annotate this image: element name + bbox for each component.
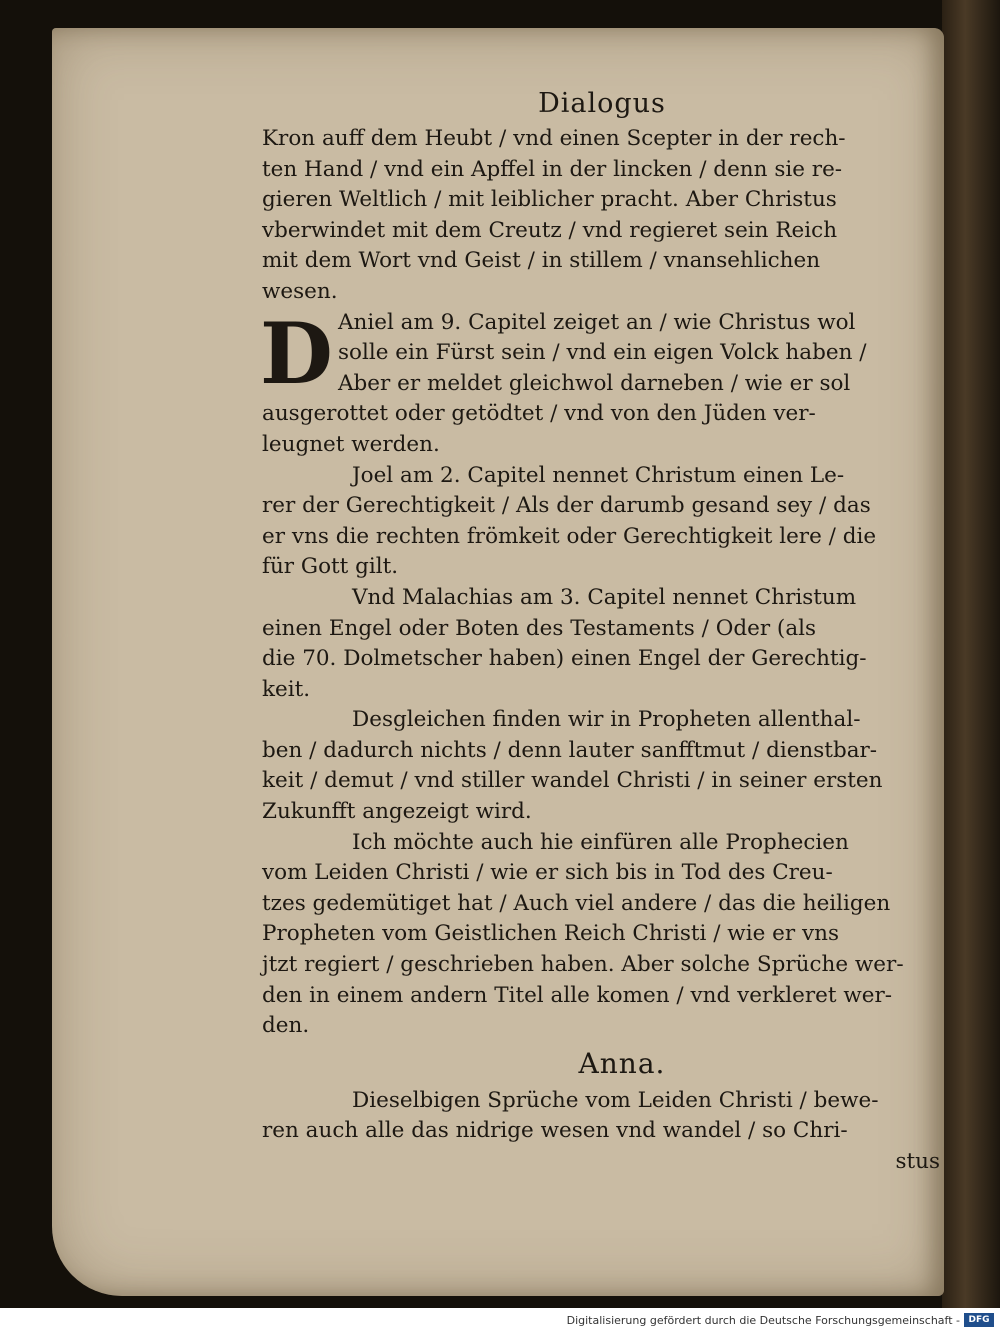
text-line: Zukunfft angezeigt wird. — [262, 799, 532, 825]
text-line: die 70. Dolmetscher haben) einen Engel der Gerechtig- — [262, 646, 867, 672]
text-line: Kron auff dem Heubt / vnd einen Scepter in der rech- — [262, 126, 846, 151]
text-line: er vns die rechten frömkeit oder Gerechtigkeit lere / die — [262, 523, 877, 549]
paragraph-7 — [262, 1086, 942, 1147]
text-line: rer der Gerechtigkeit / Als der darumb gesand sey / das — [262, 493, 871, 519]
text-line: ben / dadurch nichts / denn lauter sanfftmut / dienstbar- — [262, 737, 878, 763]
catchword: stus — [895, 1149, 940, 1174]
text-line: den in einem andern Titel alle komen / vnd verkleret wer- — [262, 982, 892, 1008]
text-line: jtzt regiert / geschrieben haben. Aber solche Sprüche wer- — [262, 952, 904, 978]
dfg-logo: DFG — [964, 1313, 994, 1327]
text-line: keit / demut / vnd stiller wandel Christi / in seiner ersten — [262, 768, 883, 794]
footer-bar — [0, 1308, 1000, 1333]
text-line: vberwindet mit dem Creutz / vnd regieret sein Reich — [262, 217, 838, 243]
text-line: Vnd Malachias am 3. Capitel nennet Christum — [352, 584, 857, 610]
text-line: gieren Weltlich / mit leiblicher pracht. Aber Christus — [262, 187, 837, 213]
text-line: wesen. — [262, 278, 338, 304]
text-line: mit dem Wort vnd Geist / in stillem / vnansehlichen — [262, 248, 821, 274]
text-line: für Gott gilt. — [262, 554, 399, 580]
paragraph-6 — [262, 828, 942, 1042]
paragraph-5 — [262, 705, 942, 827]
text-line: Aber er meldet gleichwol darneben / wie er sol — [338, 370, 851, 396]
text-line: Desgleichen finden wir in Propheten allenthal- — [352, 707, 861, 733]
paragraph-3 — [262, 461, 942, 583]
text-line: Joel am 2. Capitel nennet Christum einen Le- — [352, 462, 845, 488]
paragraph-4 — [262, 583, 942, 705]
text-line: solle ein Fürst sein / vnd ein eigen Volck haben / — [338, 340, 867, 366]
section-heading: Anna. — [578, 1046, 666, 1080]
text-line: einen Engel oder Boten des Testaments / Oder (als — [262, 615, 817, 641]
book-spine-edge — [942, 0, 1000, 1308]
funding-credit: Digitalisierung gefördert durch die Deutsche Forschungsgemeinschaft - — [566, 1314, 960, 1327]
text-line: vom Leiden Christi / wie er sich bis in Tod des Creu- — [262, 860, 833, 886]
text-line: Aniel am 9. Capitel zeiget an / wie Christus wol — [338, 309, 856, 335]
paragraph-1 — [262, 124, 942, 308]
text-line: keit. — [262, 676, 311, 702]
text-line: ten Hand / vnd ein Apffel in der lincken / denn sie re- — [262, 156, 843, 182]
text-line: den. — [262, 1013, 310, 1039]
text-line: leugnet werden. — [262, 431, 440, 457]
text-line: Propheten vom Geistlichen Reich Christi / wie er vns — [262, 921, 839, 947]
paragraph-2 — [260, 303, 942, 461]
text-line: ren auch alle das nidrige wesen vnd wandel / so Chri- — [262, 1118, 848, 1144]
text-line: Ich möchte auch hie einfüren alle Prophecien — [352, 829, 849, 855]
page-text-block — [262, 84, 942, 1178]
text-line: ausgerottet oder getödtet / vnd von den Jüden ver- — [262, 401, 816, 427]
text-line: Dieselbigen Sprüche vom Leiden Christi / bewe- — [352, 1087, 879, 1113]
decorative-initial: D — [260, 303, 333, 403]
running-head: Dialogus — [538, 88, 666, 119]
text-line: tzes gedemütiget hat / Auch viel andere / das die heiligen — [262, 890, 891, 916]
